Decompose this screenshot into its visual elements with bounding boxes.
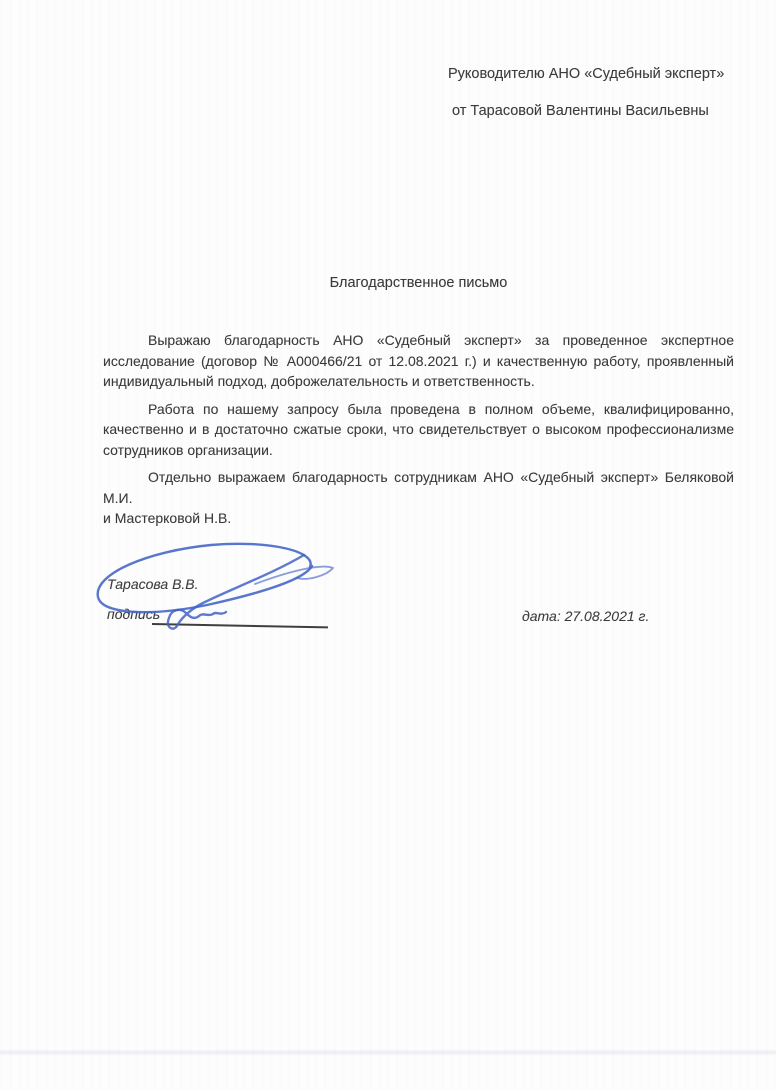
- date-line: дата: 27.08.2021 г.: [522, 608, 650, 624]
- signatory-name: Тарасова В.В.: [107, 576, 199, 592]
- paragraph-line: сотрудников организации.: [103, 441, 273, 458]
- scan-artifact-band: [0, 1051, 776, 1054]
- letter-body: [103, 330, 734, 529]
- sender-line: от Тарасовой Валентины Васильевны: [452, 103, 709, 119]
- paragraph-line: Выражаю благодарность АНО «Судебный эксперт» за проведенное экспертное: [148, 332, 734, 348]
- recipient-line: Руководителю АНО «Судебный эксперт»: [448, 66, 725, 82]
- paragraph-line: и Мастерковой Н.В.: [103, 510, 232, 526]
- paragraph: [103, 330, 734, 392]
- paragraph-line: качественно и в достаточно сжатые сроки, что свидетельствует о высоком профессионализме: [103, 421, 734, 437]
- paragraph-line: исследование (договор № А000466/21 от 12.08.2021 г.) и качественную работу, проявленный: [103, 352, 734, 369]
- paragraph-line: Работа по нашему запросу была проведена в полном объеме, квалифицированно,: [148, 400, 734, 417]
- signature-underline: [152, 623, 328, 628]
- paragraph: [103, 467, 734, 529]
- paragraph-line: индивидуальный подход, доброжелательность и ответственность.: [103, 373, 535, 389]
- paragraph: [103, 399, 734, 461]
- paragraph-line: Отдельно выражаем благодарность сотрудникам АНО «Судебный эксперт» Беляковой М.И.: [103, 469, 734, 506]
- letter-title: Благодарственное письмо: [329, 275, 508, 291]
- signature-label: подпись: [107, 606, 161, 622]
